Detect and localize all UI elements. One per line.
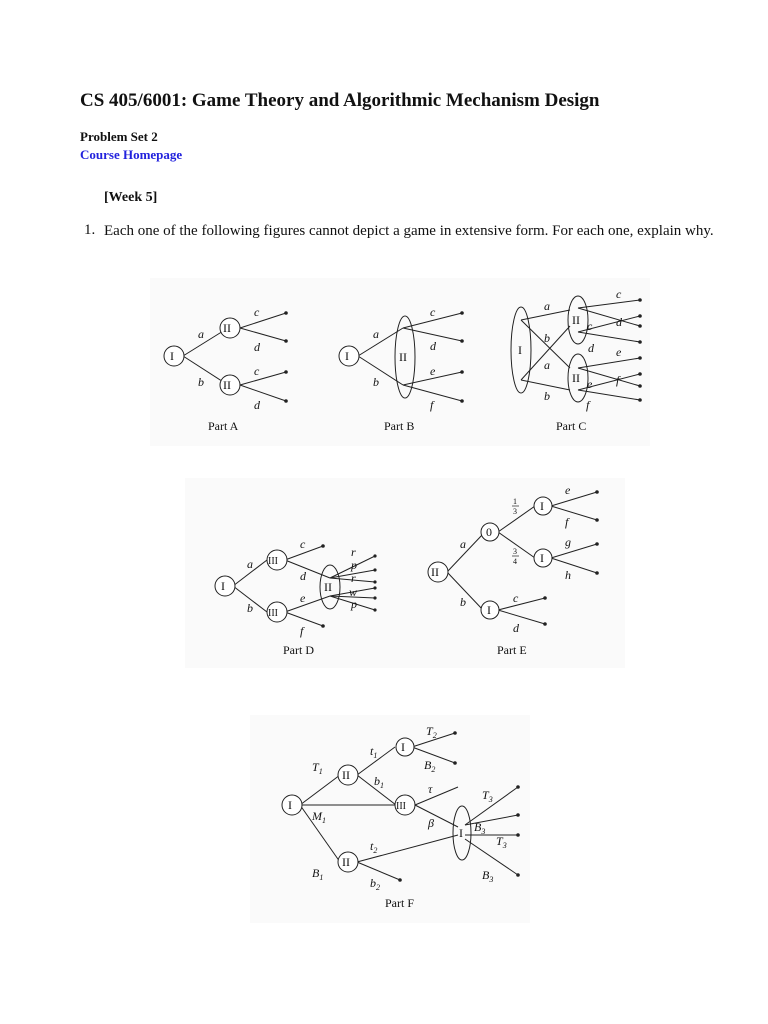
svg-text:f: f — [586, 398, 590, 412]
svg-text:I: I — [459, 826, 463, 840]
svg-text:I: I — [540, 499, 544, 513]
part-c-tree — [511, 287, 642, 433]
figure-abc-svg — [150, 278, 650, 446]
svg-text:3: 3 — [513, 507, 517, 516]
svg-text:e: e — [587, 377, 593, 391]
svg-text:B2: $B_2$ — [424, 758, 436, 774]
svg-text:B3: $B_3$ — [474, 820, 486, 836]
svg-text:III: III — [268, 556, 278, 567]
svg-text:II: II — [324, 580, 332, 594]
svg-text:e: e — [565, 483, 571, 497]
svg-text:d: d — [254, 398, 260, 412]
svg-text:c: c — [513, 591, 519, 605]
svg-text:c: c — [300, 537, 306, 551]
svg-text:e: e — [300, 591, 306, 605]
svg-text:r: r — [351, 571, 356, 585]
svg-text:b1: $b_1$ — [374, 774, 384, 790]
svg-text:d: d — [254, 340, 260, 354]
svg-text:T2: $T_2$ — [426, 724, 437, 740]
svg-text:T3: $T_3$ — [482, 788, 493, 804]
part-b-caption: Part B — [384, 419, 415, 433]
svg-text:II: II — [342, 855, 350, 869]
svg-text:B1: $B_1$ — [312, 866, 324, 882]
svg-text:b2: $b_2$ — [370, 876, 380, 892]
week-label: [Week 5] — [104, 190, 158, 205]
svg-text:II: II — [399, 350, 407, 364]
svg-text:II: II — [431, 565, 439, 579]
svg-text:III: III — [268, 608, 278, 619]
question-text: Each one of the following figures cannot depict a game in extensive form. For each one, explain why. — [104, 223, 714, 239]
part-b-tree — [339, 305, 464, 433]
svg-text:r: r — [351, 545, 356, 559]
svg-text:f: f — [300, 624, 304, 638]
svg-text:b: b — [544, 389, 550, 403]
figure-row-f — [250, 715, 530, 923]
svg-text:d: d — [616, 315, 622, 329]
question-number: 1. — [84, 222, 96, 238]
svg-text:f: f — [565, 515, 569, 529]
svg-text:B3: $B_3$ — [482, 868, 494, 884]
svg-text:a: a — [544, 299, 550, 313]
problem-set-label: Problem Set 2 — [80, 129, 158, 144]
svg-text:0: 0 — [486, 525, 492, 539]
svg-text:b: b — [247, 601, 253, 615]
svg-text:4: 4 — [513, 557, 517, 566]
svg-text:II: II — [572, 371, 580, 385]
svg-text:c: c — [587, 319, 593, 333]
part-f-tree — [282, 724, 520, 910]
svg-text:I: I — [288, 798, 292, 812]
svg-text:b: b — [373, 375, 379, 389]
svg-text:β: β — [428, 816, 434, 830]
svg-text:e: e — [616, 345, 622, 359]
figure-de-svg — [185, 478, 625, 668]
part-a-root-label: I — [170, 349, 174, 363]
svg-text:d: d — [513, 621, 519, 635]
svg-text:d: d — [300, 569, 306, 583]
svg-text:M1: $M_1$ — [312, 809, 326, 825]
svg-text:t2: $t_2$ — [370, 839, 378, 855]
part-d-caption: Part D — [283, 643, 314, 657]
svg-text:I: I — [401, 740, 405, 754]
svg-text:a: a — [460, 537, 466, 551]
svg-text:w: w — [349, 585, 358, 599]
svg-text:e: e — [430, 364, 436, 378]
svg-text:a: a — [198, 327, 204, 341]
part-f-caption: Part F — [385, 896, 415, 910]
svg-text:f: f — [616, 373, 620, 387]
svg-text:II: II — [572, 313, 580, 327]
svg-text:c: c — [254, 364, 260, 378]
part-c-caption: Part C — [556, 419, 587, 433]
page-title: CS 405/6001: Game Theory and Algorithmic Mechanism Design — [80, 90, 600, 111]
svg-text:b: b — [198, 375, 204, 389]
svg-text:d: d — [588, 341, 594, 355]
svg-text:II: II — [223, 378, 231, 392]
part-a-tree — [164, 305, 288, 433]
svg-text:p: p — [351, 597, 357, 611]
svg-text:τ: τ — [428, 782, 433, 796]
svg-text:h: h — [565, 568, 571, 582]
svg-text:c: c — [254, 305, 260, 319]
svg-text:g: g — [565, 535, 571, 549]
svg-text:I: I — [518, 343, 522, 357]
part-a-caption: Part A — [208, 419, 239, 433]
svg-text:1: 1 — [513, 497, 517, 506]
svg-text:a: a — [247, 557, 253, 571]
svg-text:I: I — [221, 579, 225, 593]
svg-text:T1: $T_1$ — [312, 760, 323, 776]
svg-text:p: p — [351, 558, 357, 572]
svg-text:f: f — [430, 398, 434, 412]
figure-f-svg — [250, 715, 530, 923]
part-e-caption: Part E — [497, 643, 527, 657]
svg-text:I: I — [540, 551, 544, 565]
course-homepage-link[interactable]: Course Homepage — [80, 147, 183, 162]
svg-text:I: I — [345, 349, 349, 363]
svg-text:a: a — [544, 358, 550, 372]
svg-text:d: d — [430, 339, 436, 353]
svg-text:b: b — [544, 331, 550, 345]
svg-text:b: b — [460, 595, 466, 609]
part-e-tree — [428, 483, 599, 657]
svg-text:II: II — [223, 321, 231, 335]
svg-text:a: a — [373, 327, 379, 341]
svg-text:3: 3 — [513, 547, 517, 556]
part-d-tree — [215, 537, 377, 657]
svg-text:I: I — [487, 603, 491, 617]
svg-text:T3: $T_3$ — [496, 834, 507, 850]
svg-text:t1: $t_1$ — [370, 744, 378, 760]
svg-text:c: c — [430, 305, 436, 319]
svg-text:II: II — [342, 768, 350, 782]
svg-text:III: III — [396, 801, 406, 812]
figure-row-abc — [150, 278, 650, 446]
svg-text:c: c — [616, 287, 622, 301]
figure-row-de — [185, 478, 625, 668]
